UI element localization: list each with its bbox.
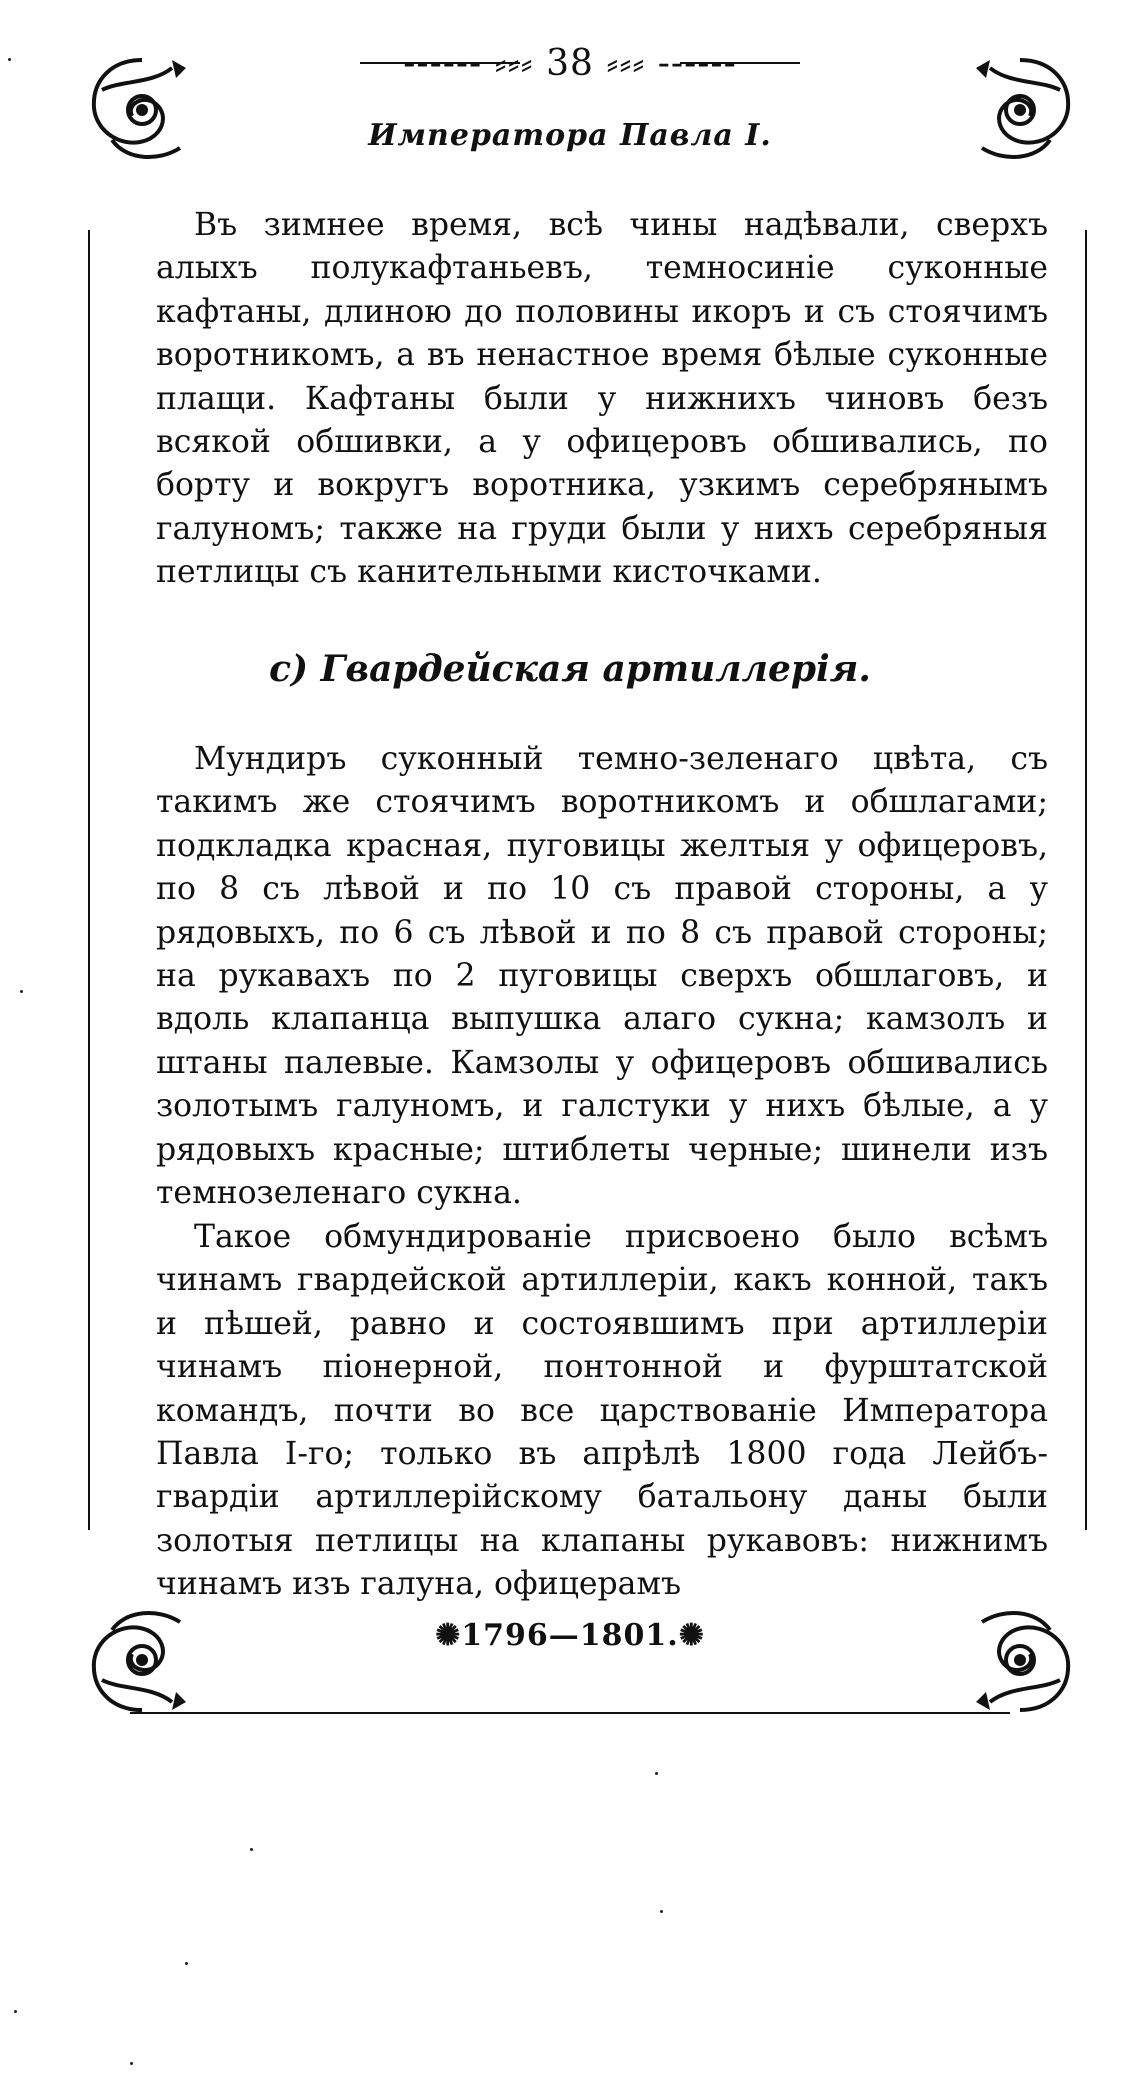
scan-speck bbox=[20, 990, 23, 993]
paragraph-winter-uniform: Въ зимнее время, всѣ чины надѣвали, сверхъ алыхъ полукафтаньевъ, темносиніе суконные кафтаны, длиною до половины икоръ и съ стоячимъ воротникомъ, а въ ненастное время бѣлые суконные плащи. Кафтаны были у нижнихъ чиновъ безъ всякой обшивки, а у офицеровъ обшивались, по борту и вокругъ воротника, узкимъ серебрянымъ галуномъ; также на груди были у нихъ серебряныя петлицы съ канительными кисточками. bbox=[156, 207, 1048, 591]
section-heading: с) Гвардейская артиллерія. bbox=[269, 648, 871, 690]
scan-speck bbox=[185, 1962, 188, 1965]
frame-left-rule bbox=[88, 230, 90, 1530]
page-number-decor-right: ⸗⸗⸗ ------ bbox=[606, 43, 737, 84]
scan-speck bbox=[655, 1772, 658, 1775]
scan-speck bbox=[660, 1910, 663, 1913]
page-number-value: 38 bbox=[546, 43, 594, 84]
page-number bbox=[0, 42, 1140, 84]
paragraph-uniform-description: Мундиръ суконный темно-зеленаго цвѣта, съ такимъ же стоячимъ воротникомъ и обшлагами; подкладка красная, пуговицы желтыя у офицеровъ, по 8 съ лѣвой и по 10 съ правой стороны, а у рядовыхъ, по 6 съ лѣвой и по 8 съ правой стороны; на рукавахъ по 2 пуговицы сверхъ обшлаговъ, и вдоль клапанца выпушка алаго сукна; камзолъ и штаны палевые. Камзолы у офицеровъ обшивались золотымъ галуномъ, и галстуки у нихъ бѣлые, а у рядовыхъ красные; штиблеты черные; шинели изъ темнозеленаго сукна. bbox=[156, 741, 1048, 1212]
paragraph-uniform-assignment: Такое обмундированіе присвоено было всѣмъ чинамъ гвардейской артиллеріи, какъ конной, такъ и пѣшей, равно и состоявшимъ при артиллеріи чинамъ піонерной, понтонной и фурштатской командъ, почти во все царствованіе Императора Павла I-го; только въ апрѣлѣ 1800 года Лейбъ-гвардіи артиллерійскому батальону даны были золотыя петлицы на клапаны рукавовъ: нижнимъ чинамъ изъ галуна, офицерамъ bbox=[156, 1219, 1048, 1603]
scan-speck bbox=[14, 2010, 17, 2013]
running-title: Императора Павла I. bbox=[368, 118, 772, 153]
footer-years: ✺1796—1801.✺ bbox=[435, 1618, 705, 1653]
scan-speck bbox=[130, 2062, 133, 2065]
scan-speck bbox=[250, 1848, 253, 1851]
frame-right-rule bbox=[1085, 230, 1087, 1530]
page-number-decor-left: ------ ⸗⸗⸗ bbox=[403, 43, 534, 84]
frame-bottom-rule bbox=[130, 1712, 1010, 1714]
scan-speck bbox=[8, 58, 11, 61]
